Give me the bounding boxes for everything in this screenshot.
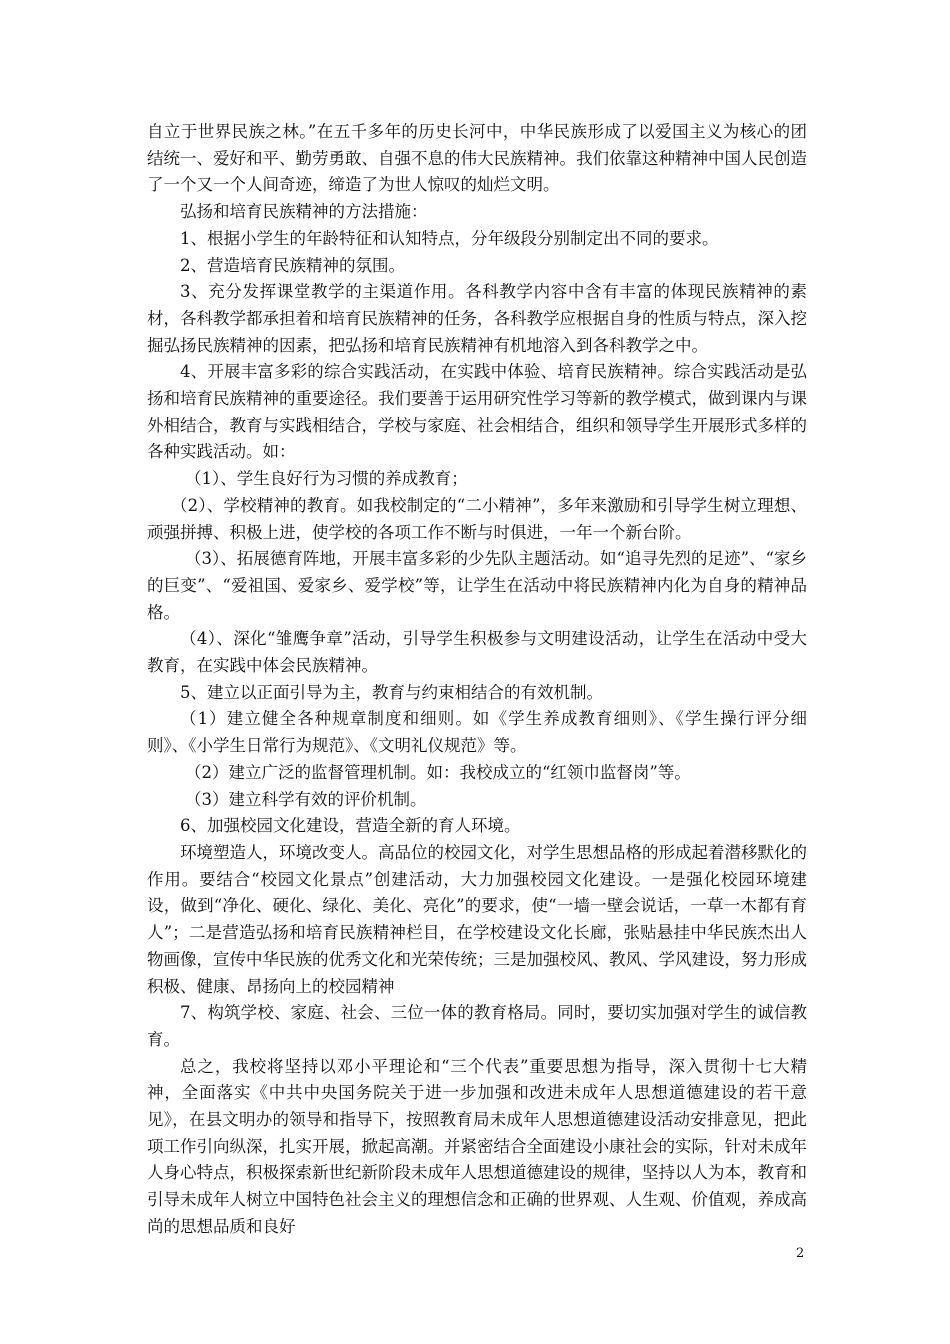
paragraph-subitem-5-2: （2）建立广泛的监督管理机制。如：我校成立的“红领巾监督岗”等。 [185,762,691,782]
paragraph-item-4: 4、开展丰富多彩的综合实践活动，在实践中体验、培育民族精神。综合实践活动是弘扬和培育民族精神的重要途径。我们要善于运用研究性学习等新的教学模式，做到课内与课外相结合，教育与实践相结合，学校与家庭、社会相结合，组织和领导学生开展形式多样的各种实践活动。如： [147,362,807,462]
paragraph-continuation: 自立于世界民族之林。”在五千多年的历史长河中，中华民族形成了以爱国主义为核心的团结统一、爱好和平、勤劳勇敢、自强不息的伟大民族精神。我们依靠这种精神中国人民创造了一个又一个人间奇迹，缔造了为世人惊叹的灿烂文明。 [147,122,807,195]
paragraph-subitem-4-2: （2）、学校精神的教育。如我校制定的“二小精神”，多年来激励和引导学生树立理想、顽强拼搏、积极上进，使学校的各项工作不断与时俱进，一年一个新台阶。 [147,495,807,542]
paragraph-subitem-5-1: （1）建立健全各种规章制度和细则。如《学生养成教育细则》、《学生操行评分细则》、《小学生日常行为规范》、《文明礼仪规范》等。 [147,709,807,756]
paragraph-item-3: 3、充分发挥课堂教学的主渠道作用。各科教学内容中含有丰富的体现民族精神的素材，各科教学都承担着和培育民族精神的任务，各科教学应根据自身的性质与特点，深入挖掘弘扬民族精神的因素，把弘扬和培育民族精神有机地溶入到各科教学之中。 [147,282,807,355]
paragraph-item-5: 5、建立以正面引导为主，教育与约束相结合的有效机制。 [180,682,603,702]
paragraph-subitem-4-4: （4）、深化“雏鹰争章”活动，引导学生积极参与文明建设活动，让学生在活动中受大教育，在实践中体会民族精神。 [147,629,807,676]
page-number: 2 [796,1246,805,1261]
paragraph-item-1: 1、根据小学生的年龄特征和认知特点，分年级段分别制定出不同的要求。 [180,228,719,248]
paragraph-conclusion: 总之，我校将坚持以邓小平理论和“三个代表”重要思想为指导，深入贯彻十七大精神，全面落实《中共中央国务院关于进一步加强和改进未成年人思想道德建设的若干意见》，在县文明办的领导和指导下，按照教育局未成年人思想道德建设活动安排意见，把此项工作引向纵深，扎实开展，掀起高潮。并紧密结合全面建设小康社会的实际，针对未成年人身心特点，积极探索新世纪新阶段未成年人思想道德建设的规律，坚持以人为本，教育和引导未成年人树立中国特色社会主义的理想信念和正确的世界观、人生观、价值观，养成高尚的思想品质和良好 [147,1056,807,1236]
paragraph-item-2: 2、营造培育民族精神的氛围。 [180,255,405,275]
paragraph-environment: 环境塑造人，环境改变人。高品位的校园文化，对学生思想品格的形成起着潜移默化的作用。要结合“校园文化景点”创建活动，大力加强校园文化建设。一是强化校园环境建设，做到“净化、硬化、绿化、美化、亮化”的要求，使“一墙一壁会说话，一草一木都有育人”；二是营造弘扬和培育民族精神栏目，在学校建设文化长廊，张贴悬挂中华民族杰出人物画像，宣传中华民族的优秀文化和光荣传统；三是加强校风、教风、学风建设，努力形成积极、健康、昂扬向上的校园精神 [147,842,807,996]
paragraph-item-6: 6、加强校园文化建设，营造全新的育人环境。 [180,816,521,836]
paragraph-subitem-4-1: （1）、学生良好行为习惯的养成教育； [185,469,468,489]
document-body [147,119,807,1241]
paragraph-item-7: 7、构筑学校、家庭、社会、三位一体的教育格局。同时，要切实加强对学生的诚信教育。 [147,1003,807,1049]
paragraph-subitem-5-3: （3）建立科学有效的评价机制。 [185,789,427,809]
paragraph-methods-heading: 弘扬和培育民族精神的方法措施： [180,202,428,222]
paragraph-subitem-4-3: （3）、拓展德育阵地，开展丰富多彩的少先队主题活动。如“追寻先烈的足迹”、“家乡的巨变”、“爱祖国、爱家乡、爱学校”等，让学生在活动中将民族精神内化为自身的精神品格。 [147,549,807,622]
